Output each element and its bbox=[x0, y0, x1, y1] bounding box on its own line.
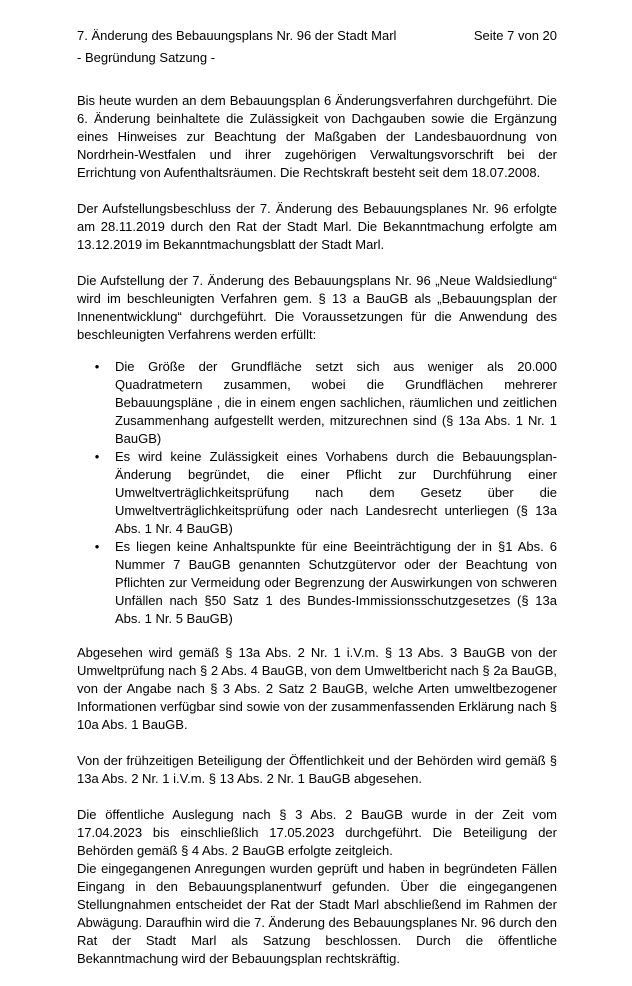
paragraph-resolution: Der Aufstellungsbeschluss der 7. Änderung des Bebauungsplanes Nr. 96 erfolgte am 28.11.2019 durch den Rat der Stadt Marl. Die Bekanntmachung erfolgte am 13.12.2019 im Bekanntmachungsblatt der Stadt Marl. bbox=[77, 201, 557, 252]
list-item bbox=[77, 358, 557, 448]
document-subtitle: - Begründung Satzung - bbox=[77, 50, 216, 65]
document-body bbox=[77, 92, 557, 968]
paragraph-early-participation: Von der frühzeitigen Beteiligung der Öffentlichkeit und der Behörden wird gemäß § 13a Abs. 2 Nr. 1 i.V.m. § 13 Abs. 2 Nr. 1 BauGB abgesehen. bbox=[77, 753, 557, 786]
paragraph-public-display: Die öffentliche Auslegung nach § 3 Abs. 2 BauGB wurde in der Zeit vom 17.04.2023 bis einschließlich 17.05.2023 durchgeführt. Die Beteiligung der Behörden gemäß § 4 Abs. 2 BauGB erfolgte zeitgleich. bbox=[77, 807, 557, 858]
document-page bbox=[77, 27, 557, 986]
bullet-icon: • bbox=[94, 539, 100, 554]
document-title: 7. Änderung des Bebauungsplans Nr. 96 der Stadt Marl bbox=[77, 28, 397, 43]
bullet-icon: • bbox=[94, 449, 100, 464]
list-item bbox=[77, 538, 557, 628]
paragraph-amendment-history: Bis heute wurden an dem Bebauungsplan 6 Änderungsverfahren durchgeführt. Die 6. Änderung beinhaltete die Zulässigkeit von Dachgauben sowie die Ergänzung eines Hinweises zur Beachtung der Maßgaben der Landesbauordnung von Nordrhein-Westfalen und ihrer zugehörigen Verwaltungsvorschrift bei der Errichtung von Aufenthaltsräumen. Die Rechtskraft besteht seit dem 18.07.2008. bbox=[77, 93, 557, 180]
paragraph-adoption: Die eingegangenen Anregungen wurden geprüft und haben in begründeten Fällen Eingang in den Bebauungsplanentwurf gefunden. Über die eingegangenen Stellungnahmen entscheidet der Rat der Stadt Marl abschließend im Rahmen der Abwägung. Daraufhin wird die 7. Änderung des Bebauungsplanes Nr. 96 durch den Rat der Stadt Marl als Satzung beschlossen. Durch die öffentliche Bekanntmachung wird der Bebauungsplan rechtskräftig. bbox=[77, 861, 557, 966]
list-item bbox=[77, 448, 557, 538]
bullet-icon: • bbox=[94, 359, 100, 374]
list-item-text: Es liegen keine Anhaltspunkte für eine Beeinträchtigung der in §1 Abs. 6 Nummer 7 BauGB genannten Schutzgütervor oder der Beachtung von Pflichten zur Vermeidung oder Begrenzung der Auswirkungen von schweren Unfällen nach §50 Satz 1 des Bundes-Immissionsschutzgesetzes (§ 13a Abs. 1 Nr. 5 BauGB) bbox=[115, 539, 557, 626]
paragraph-environmental-exemption: Abgesehen wird gemäß § 13a Abs. 2 Nr. 1 i.V.m. § 13 Abs. 3 BauGB von der Umweltprüfung nach § 2 Abs. 4 BauGB, von dem Umweltbericht nach § 2a BauGB, von der Angabe nach § 3 Abs. 2 Satz 2 BauGB, welche Arten umweltbezogener Informationen verfügbar sind sowie von der zusammenfassenden Erklärung nach § 10a Abs. 1 BauGB. bbox=[77, 645, 557, 732]
page-number: Seite 7 von 20 bbox=[473, 28, 557, 43]
list-item-text: Es wird keine Zulässigkeit eines Vorhabens durch die Bebauungsplan-Änderung begründet, die einer Pflicht zur Durchführung einer Umweltverträglichkeitsprüfung nach dem Gesetz über die Umweltverträglichkeitsprüfung oder nach Landesrecht unterliegen (§ 13a Abs. 1 Nr. 4 BauGB) bbox=[115, 449, 557, 536]
paragraph-procedure: Die Aufstellung der 7. Änderung des Bebauungsplans Nr. 96 „Neue Waldsiedlung“ wird im beschleunigten Verfahren gem. § 13 a BauGB als „Bebauungsplan der Innenentwicklung“ durchgeführt. Die Voraussetzungen für die Anwendung des beschleunigten Verfahrens werden erfüllt: bbox=[77, 273, 557, 342]
list-item-text: Die Größe der Grundfläche setzt sich aus weniger als 20.000 Quadratmetern zusammen, wobei die Grundflächen mehrerer Bebauungspläne , die in einem engen sachlichen, räumlichen und zeitlichen Zusammenhang aufgestellt werden, mitzurechnen sind (§ 13a Abs. 1 Nr. 1 BauGB) bbox=[115, 359, 557, 446]
requirements-list bbox=[77, 358, 557, 628]
page-header bbox=[77, 27, 557, 44]
